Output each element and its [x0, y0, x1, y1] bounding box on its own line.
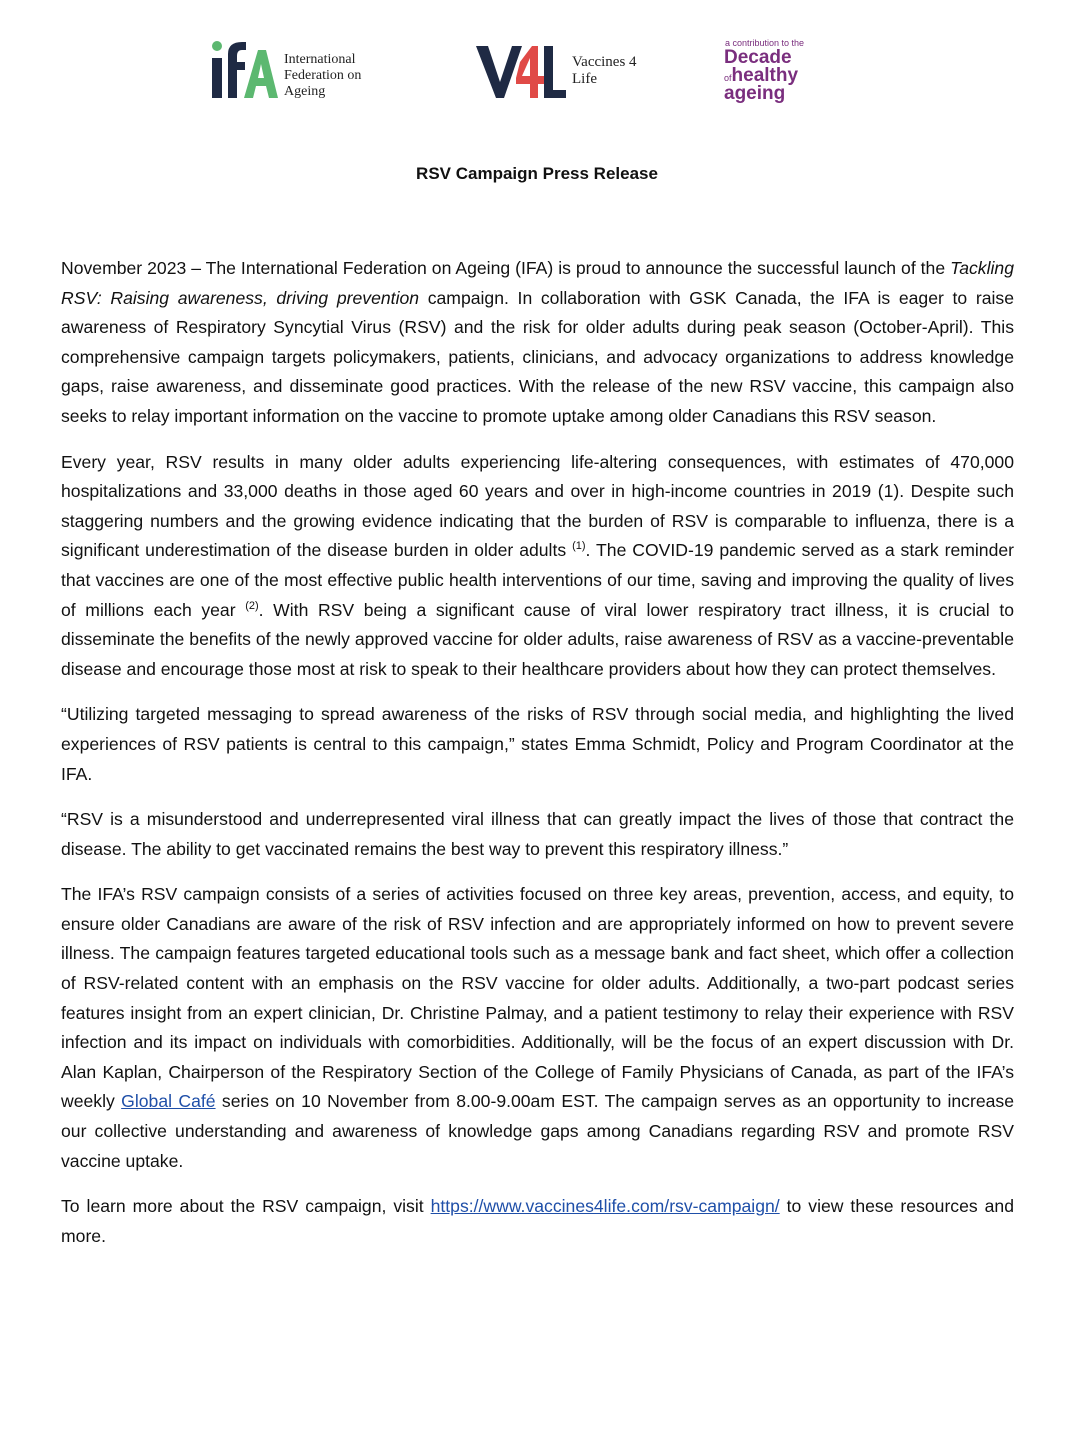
decade-tagline: a contribution to the	[725, 38, 805, 48]
logo-bar	[0, 36, 1074, 106]
decade-word: Decade	[724, 47, 792, 68]
citation-ref: (1)	[572, 540, 586, 553]
paragraph-text: campaign. In collaboration with GSK Canada, the IFA is eager to raise awareness of Respiratory Syncytial Virus (RSV) and the risk for older adults during peak season (October-April). This comprehensive campaign targets policymakers, patients, clinicians, and advocacy organizations to address knowledge gaps, raise awareness, and disseminate good practices. With the release of the new RSV vaccine, this campaign also seeks to relay important information on the vaccine to promote uptake among older Canadians this RSV season.	[61, 287, 1014, 426]
paragraph-quote-illness: “RSV is a misunderstood and underrepresented viral illness that can greatly impact the lives of those that contract the disease. The ability to get vaccinated remains the best way to prevent this respiratory illness.”	[61, 809, 1014, 859]
v4l-logo-text: Vaccines 4 Life	[572, 54, 637, 87]
paragraph-text: to view these resources and more.	[61, 1196, 1014, 1246]
paragraph-text: . The COVID-19 pandemic served as a stark reminder that vaccines are one of the most effective public health interventions of our time, saving and improving the quality of lives of millions each year	[61, 540, 1015, 620]
citation-ref: (2)	[245, 599, 259, 612]
decade-healthy-ageing-logo	[724, 36, 834, 106]
ifa-logo-text: International Federation on Ageing	[284, 52, 362, 99]
campaign-name: Tackling RSV: Raising awareness, driving prevention	[61, 258, 1014, 308]
paragraph-quote-schmidt: “Utilizing targeted messaging to spread awareness of the risks of RSV through social media, and highlighting the lived experiences of RSV patients is central to this campaign,” states Emma Schmidt, Policy and Program Coordinator at the IFA.	[61, 704, 1014, 784]
paragraph-learn-more	[61, 1192, 1014, 1251]
paragraph-campaign-details	[61, 880, 1014, 1176]
decade-ageing-word: ageing	[724, 83, 786, 104]
paragraph-text: series on 10 November from 8.00-9.00am EST. The campaign serves as an opportunity to increase our collective understanding and awareness of knowledge gaps among Canadians regarding RSV and promote RSV vaccine uptake.	[61, 1091, 1014, 1171]
paragraph-text: To learn more about the RSV campaign, visit	[61, 1196, 431, 1217]
paragraph-text: November 2023 – The International Federation on Ageing (IFA) is proud to announce the successful launch of the	[61, 258, 951, 278]
campaign-url-link[interactable]: https://www.vaccines4life.com/rsv-campaign/	[430, 1196, 780, 1217]
v4l-logo-letters: V4L	[474, 40, 476, 41]
ifa-logo	[208, 36, 378, 106]
global-cafe-link[interactable]: Global Café	[121, 1091, 216, 1112]
ifa-logo-mark	[208, 36, 280, 102]
paragraph-statistics	[61, 448, 1014, 685]
page-title: RSV Campaign Press Release	[416, 164, 658, 183]
v4l-logo	[474, 36, 654, 106]
decade-healthy-word: healthy	[731, 65, 799, 86]
press-release-body	[61, 254, 1014, 1267]
decade-of-word: of	[724, 73, 732, 83]
v4l-logo-mark	[474, 40, 568, 102]
paragraph-text: . With RSV being a significant cause of viral lower respiratory tract illness, it is crucial to disseminate the benefits of the newly approved vaccine for older adults, raise awareness of RSV as a vaccine-preventable disease and encourage those most at risk to speak to their healthcare providers about how they can protect themselves.	[61, 599, 1014, 679]
paragraph-text: Every year, RSV results in many older adults experiencing life-altering consequences, with estimates of 470,000 hospitalizations and 33,000 deaths in those aged 60 years and over in high-income countries in 2019 (1). Despite such staggering numbers and the growing evidence indicating that the burden of RSV is comparable to influenza, there is a significant underestimation of the disease burden in older adults	[61, 451, 1014, 561]
paragraph-intro	[61, 254, 1014, 432]
ifa-logo-letters: iFA	[208, 36, 210, 37]
paragraph-text: The IFA’s RSV campaign consists of a series of activities focused on three key areas, prevention, access, and equity, to ensure older Canadians are aware of the risk of RSV infection and are appropriately informed on how to prevent severe illness. The campaign features targeted educational tools such as a message bank and fact sheet, which offer a collection of RSV-related content with an emphasis on the RSV vaccine for older adults. Additionally, a two-part podcast series features insight from an expert clinician, Dr. Christine Palmay, and a patient testimony to relay their experience with RSV infection and its impact on individuals with comorbidities. Additionally, will be the focus of an expert discussion with Dr. Alan Kaplan, Chairperson of the Respiratory Section of the College of Family Physicians of Canada, as part of the IFA’s weekly	[61, 884, 1014, 1112]
